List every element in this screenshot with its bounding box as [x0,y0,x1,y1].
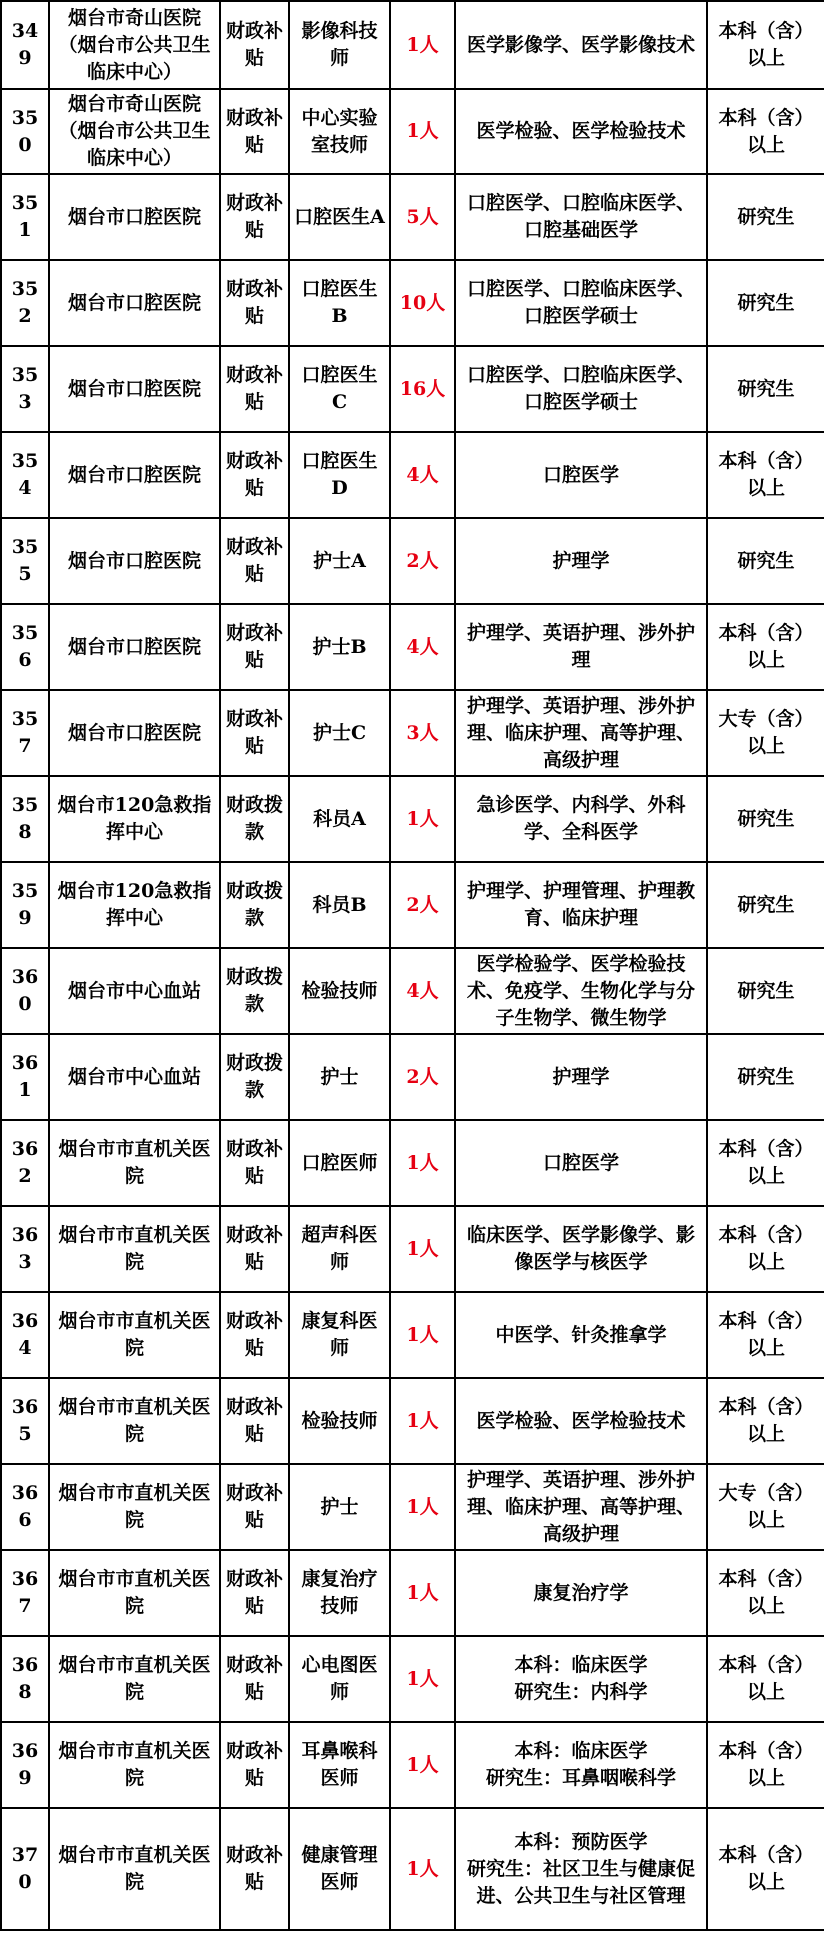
headcount-cell: 4人 [390,948,455,1034]
headcount-cell: 4人 [390,604,455,690]
table-row [1,1,824,89]
unit-cell: 烟台市市直机关医院 [49,1636,220,1722]
headcount-cell: 10人 [390,260,455,346]
major-cell: 医学检验、医学检验技术 [455,1378,707,1464]
major-cell: 本科：预防医学 研究生：社区卫生与健康促进、公共卫生与社区管理 [455,1808,707,1930]
funding-cell: 财政拨款 [220,1034,289,1120]
headcount-cell: 1人 [390,776,455,862]
education-cell: 研究生 [707,776,824,862]
row-number-cell: 365 [1,1378,49,1464]
funding-cell: 财政补贴 [220,518,289,604]
education-cell: 本科（含）以上 [707,1722,824,1808]
headcount-cell: 1人 [390,1378,455,1464]
row-number-cell: 349 [1,1,49,89]
unit-cell: 烟台市口腔医院 [49,432,220,518]
education-cell: 研究生 [707,1034,824,1120]
education-cell: 大专（含）以上 [707,690,824,776]
headcount-cell: 1人 [390,1206,455,1292]
table-row [1,776,824,862]
funding-cell: 财政拨款 [220,862,289,948]
unit-cell: 烟台市120急救指挥中心 [49,862,220,948]
unit-cell: 烟台市市直机关医院 [49,1808,220,1930]
headcount-cell: 1人 [390,89,455,174]
unit-cell: 烟台市奇山医院（烟台市公共卫生临床中心） [49,1,220,89]
position-cell: 口腔医师 [289,1120,390,1206]
funding-cell: 财政补贴 [220,260,289,346]
funding-cell: 财政补贴 [220,1722,289,1808]
unit-cell: 烟台市口腔医院 [49,518,220,604]
major-cell: 口腔医学 [455,432,707,518]
education-cell: 研究生 [707,174,824,260]
table-body [1,1,824,1930]
unit-cell: 烟台市中心血站 [49,948,220,1034]
funding-cell: 财政补贴 [220,1550,289,1636]
unit-cell: 烟台市市直机关医院 [49,1550,220,1636]
unit-cell: 烟台市口腔医院 [49,174,220,260]
position-cell: 科员A [289,776,390,862]
table-row [1,89,824,174]
headcount-cell: 1人 [390,1808,455,1930]
row-number-cell: 361 [1,1034,49,1120]
funding-cell: 财政补贴 [220,1636,289,1722]
row-number-cell: 350 [1,89,49,174]
education-cell: 本科（含）以上 [707,1636,824,1722]
education-cell: 本科（含）以上 [707,1808,824,1930]
table-row [1,1550,824,1636]
position-cell: 健康管理医师 [289,1808,390,1930]
position-cell: 护士B [289,604,390,690]
education-cell: 研究生 [707,518,824,604]
position-cell: 超声科医师 [289,1206,390,1292]
education-cell: 研究生 [707,948,824,1034]
table-row [1,260,824,346]
major-cell: 护理学、英语护理、涉外护理、临床护理、高等护理、高级护理 [455,690,707,776]
row-number-cell: 356 [1,604,49,690]
table-row [1,1722,824,1808]
table-row [1,1034,824,1120]
education-cell: 本科（含）以上 [707,1292,824,1378]
position-cell: 口腔医生B [289,260,390,346]
position-cell: 口腔医生C [289,346,390,432]
headcount-cell: 16人 [390,346,455,432]
row-number-cell: 368 [1,1636,49,1722]
funding-cell: 财政补贴 [220,1808,289,1930]
education-cell: 研究生 [707,260,824,346]
headcount-cell: 1人 [390,1636,455,1722]
position-cell: 影像科技师 [289,1,390,89]
row-number-cell: 359 [1,862,49,948]
position-cell: 检验技师 [289,948,390,1034]
unit-cell: 烟台市中心血站 [49,1034,220,1120]
table-row [1,1464,824,1550]
position-cell: 耳鼻喉科医师 [289,1722,390,1808]
table-row [1,1378,824,1464]
funding-cell: 财政拨款 [220,776,289,862]
position-cell: 口腔医生A [289,174,390,260]
table-row [1,174,824,260]
headcount-cell: 5人 [390,174,455,260]
row-number-cell: 355 [1,518,49,604]
headcount-cell: 1人 [390,1,455,89]
major-cell: 口腔医学 [455,1120,707,1206]
table-row [1,346,824,432]
row-number-cell: 364 [1,1292,49,1378]
unit-cell: 烟台市口腔医院 [49,604,220,690]
table-row [1,1292,824,1378]
table-row [1,1808,824,1930]
table-row [1,948,824,1034]
row-number-cell: 370 [1,1808,49,1930]
education-cell: 本科（含）以上 [707,89,824,174]
unit-cell: 烟台市奇山医院（烟台市公共卫生临床中心） [49,89,220,174]
major-cell: 护理学、英语护理、涉外护理、临床护理、高等护理、高级护理 [455,1464,707,1550]
major-cell: 医学影像学、医学影像技术 [455,1,707,89]
unit-cell: 烟台市市直机关医院 [49,1464,220,1550]
unit-cell: 烟台市市直机关医院 [49,1120,220,1206]
headcount-cell: 1人 [390,1550,455,1636]
position-cell: 检验技师 [289,1378,390,1464]
table-row [1,604,824,690]
position-cell: 中心实验室技师 [289,89,390,174]
funding-cell: 财政补贴 [220,1206,289,1292]
major-cell: 中医学、针灸推拿学 [455,1292,707,1378]
education-cell: 本科（含）以上 [707,1,824,89]
major-cell: 康复治疗学 [455,1550,707,1636]
table-row [1,1206,824,1292]
funding-cell: 财政补贴 [220,1292,289,1378]
education-cell: 本科（含）以上 [707,604,824,690]
row-number-cell: 366 [1,1464,49,1550]
major-cell: 护理学、英语护理、涉外护理 [455,604,707,690]
unit-cell: 烟台市市直机关医院 [49,1378,220,1464]
major-cell: 急诊医学、内科学、外科学、全科医学 [455,776,707,862]
unit-cell: 烟台市市直机关医院 [49,1722,220,1808]
funding-cell: 财政补贴 [220,89,289,174]
major-cell: 护理学 [455,1034,707,1120]
major-cell: 口腔医学、口腔临床医学、口腔医学硕士 [455,260,707,346]
row-number-cell: 352 [1,260,49,346]
headcount-cell: 2人 [390,518,455,604]
headcount-cell: 1人 [390,1120,455,1206]
education-cell: 本科（含）以上 [707,432,824,518]
education-cell: 本科（含）以上 [707,1206,824,1292]
row-number-cell: 351 [1,174,49,260]
education-cell: 研究生 [707,862,824,948]
major-cell: 口腔医学、口腔临床医学、口腔基础医学 [455,174,707,260]
funding-cell: 财政补贴 [220,432,289,518]
unit-cell: 烟台市市直机关医院 [49,1206,220,1292]
unit-cell: 烟台市口腔医院 [49,690,220,776]
education-cell: 本科（含）以上 [707,1378,824,1464]
funding-cell: 财政补贴 [220,174,289,260]
position-cell: 康复治疗技师 [289,1550,390,1636]
funding-cell: 财政补贴 [220,1,289,89]
position-cell: 口腔医生D [289,432,390,518]
row-number-cell: 360 [1,948,49,1034]
table-row [1,862,824,948]
major-cell: 临床医学、医学影像学、影像医学与核医学 [455,1206,707,1292]
major-cell: 本科：临床医学 研究生：内科学 [455,1636,707,1722]
funding-cell: 财政补贴 [220,346,289,432]
row-number-cell: 357 [1,690,49,776]
table-row [1,432,824,518]
table-row [1,1636,824,1722]
table-row [1,690,824,776]
headcount-cell: 2人 [390,862,455,948]
education-cell: 研究生 [707,346,824,432]
position-cell: 护士 [289,1464,390,1550]
headcount-cell: 1人 [390,1722,455,1808]
education-cell: 本科（含）以上 [707,1550,824,1636]
unit-cell: 烟台市口腔医院 [49,260,220,346]
major-cell: 口腔医学、口腔临床医学、口腔医学硕士 [455,346,707,432]
position-cell: 护士A [289,518,390,604]
major-cell: 医学检验学、医学检验技术、免疫学、生物化学与分子生物学、微生物学 [455,948,707,1034]
row-number-cell: 362 [1,1120,49,1206]
table-row [1,1120,824,1206]
table-row [1,518,824,604]
major-cell: 护理学 [455,518,707,604]
major-cell: 本科：临床医学 研究生：耳鼻咽喉科学 [455,1722,707,1808]
position-cell: 护士 [289,1034,390,1120]
headcount-cell: 3人 [390,690,455,776]
row-number-cell: 363 [1,1206,49,1292]
funding-cell: 财政补贴 [220,1464,289,1550]
funding-cell: 财政补贴 [220,604,289,690]
row-number-cell: 354 [1,432,49,518]
headcount-cell: 1人 [390,1464,455,1550]
headcount-cell: 1人 [390,1292,455,1378]
headcount-cell: 4人 [390,432,455,518]
education-cell: 本科（含）以上 [707,1120,824,1206]
position-cell: 康复科医师 [289,1292,390,1378]
row-number-cell: 353 [1,346,49,432]
funding-cell: 财政补贴 [220,1378,289,1464]
education-cell: 大专（含）以上 [707,1464,824,1550]
funding-cell: 财政补贴 [220,1120,289,1206]
unit-cell: 烟台市市直机关医院 [49,1292,220,1378]
position-cell: 心电图医师 [289,1636,390,1722]
unit-cell: 烟台市口腔医院 [49,346,220,432]
major-cell: 护理学、护理管理、护理教育、临床护理 [455,862,707,948]
funding-cell: 财政拨款 [220,948,289,1034]
position-cell: 科员B [289,862,390,948]
position-cell: 护士C [289,690,390,776]
row-number-cell: 358 [1,776,49,862]
row-number-cell: 367 [1,1550,49,1636]
funding-cell: 财政补贴 [220,690,289,776]
major-cell: 医学检验、医学检验技术 [455,89,707,174]
headcount-cell: 2人 [390,1034,455,1120]
row-number-cell: 369 [1,1722,49,1808]
unit-cell: 烟台市120急救指挥中心 [49,776,220,862]
